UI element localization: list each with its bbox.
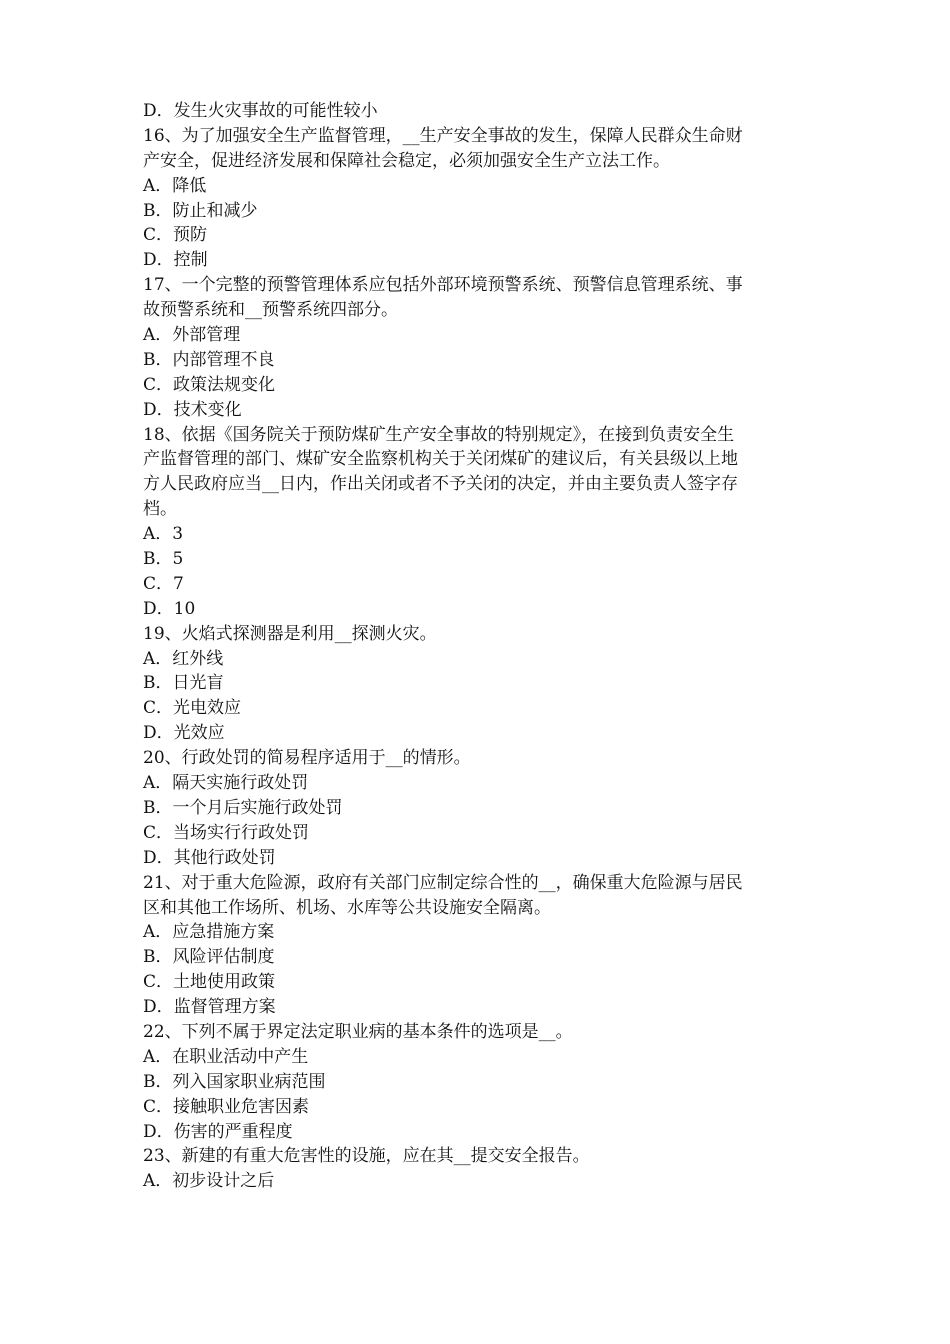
question-text-line: 产安全，促进经济发展和保障社会稳定，必须加强安全生产立法工作。 (143, 150, 670, 171)
answer-option-line: C．光电效应 (143, 698, 242, 719)
exam-questions-body (143, 99, 811, 1194)
answer-option-line: D．控制 (143, 250, 208, 271)
answer-option-line: A．红外线 (143, 648, 224, 669)
answer-option-line: A．初步设计之后 (143, 1171, 275, 1192)
question-text-line: 18、依据《国务院关于预防煤矿生产安全事故的特别规定》，在接到负责安全生 (143, 424, 735, 445)
answer-option-line: D．光效应 (143, 723, 225, 744)
answer-option-line: A．隔天实施行政处罚 (143, 773, 309, 794)
answer-option-line: C．接触职业危害因素 (143, 1096, 310, 1117)
answer-option-line: B．列入国家职业病范围 (143, 1071, 326, 1092)
answer-option-line: B．5 (143, 549, 184, 570)
question-text-line: 20、行政处罚的简易程序适用于__的情形。 (143, 748, 471, 769)
answer-option-line: B．内部管理不良 (143, 349, 275, 370)
question-text-line: 22、下列不属于界定法定职业病的基本条件的选项是__。 (143, 1021, 573, 1042)
question-text-line: 17、一个完整的预警管理体系应包括外部环境预警系统、预警信息管理系统、事 (143, 275, 743, 296)
answer-option-line: B．防止和减少 (143, 200, 258, 221)
question-text-line: 21、对于重大危险源，政府有关部门应制定综合性的__，确保重大危险源与居民 (143, 872, 743, 893)
answer-option-line: A．降低 (143, 175, 207, 196)
answer-option-line: D．监督管理方案 (143, 997, 276, 1018)
answer-option-line: D．技术变化 (143, 399, 242, 420)
answer-option-line: D．伤害的严重程度 (143, 1121, 293, 1142)
answer-option-line: A．在职业活动中产生 (143, 1046, 309, 1067)
answer-option-line: B．风险评估制度 (143, 947, 275, 968)
question-text-line: 产监督管理的部门、煤矿安全监察机构关于关闭煤矿的建议后，有关县级以上地 (143, 449, 738, 470)
question-text-line: 方人民政府应当__日内，作出关闭或者不予关闭的决定，并由主要负责人签字存 (143, 474, 738, 495)
answer-option-line: D．发生火灾事故的可能性较小 (143, 101, 378, 121)
question-text-line: 区和其他工作场所、机场、水库等公共设施安全隔离。 (143, 897, 551, 918)
answer-option-line: D．其他行政处罚 (143, 847, 276, 868)
answer-option-line: C．政策法规变化 (143, 374, 276, 395)
answer-option-line: C．7 (143, 573, 184, 594)
answer-option-line: C．预防 (143, 225, 208, 246)
answer-option-line: D．10 (143, 598, 196, 619)
question-text-line: 19、火焰式探测器是利用__探测火灾。 (143, 623, 437, 644)
answer-option-line: A．3 (143, 524, 184, 545)
question-text-line: 23、新建的有重大危害性的设施，应在其__提交安全报告。 (143, 1146, 590, 1167)
question-text-line: 16、为了加强安全生产监督管理，__生产安全事故的发生，保障人民群众生命财 (143, 125, 743, 146)
question-text-line: 档。 (143, 499, 177, 520)
answer-option-line: C．土地使用政策 (143, 972, 276, 993)
answer-option-line: A．外部管理 (143, 325, 241, 346)
answer-option-line: B．一个月后实施行政处罚 (143, 797, 343, 818)
answer-option-line: C．当场实行行政处罚 (143, 822, 310, 843)
question-text-line: 故预警系统和__预警系统四部分。 (143, 300, 398, 321)
answer-option-line: B．日光盲 (143, 673, 224, 694)
answer-option-line: A．应急措施方案 (143, 922, 275, 943)
